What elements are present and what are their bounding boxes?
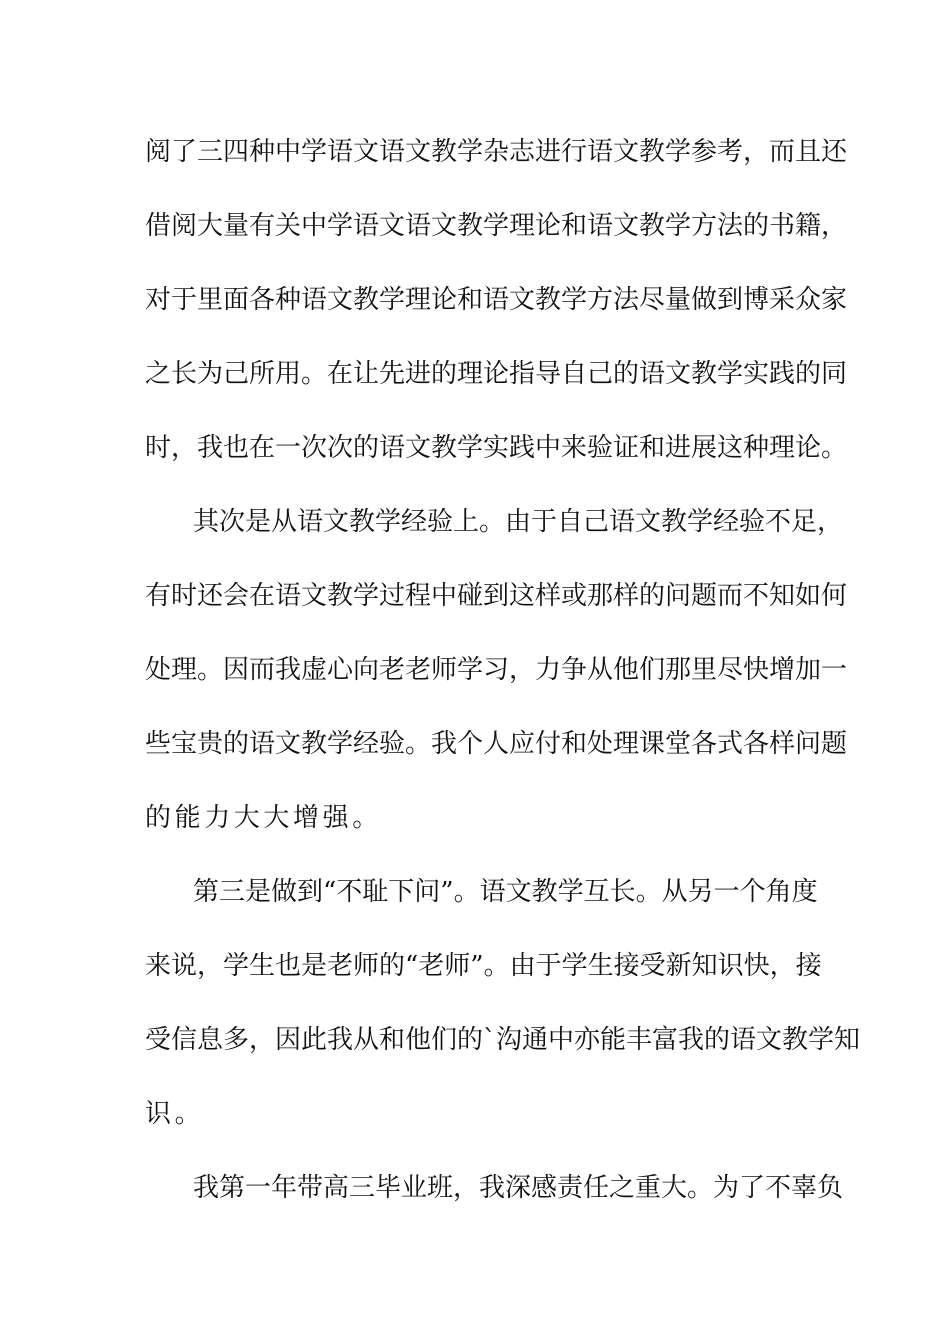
text-line: 之长为己所用。在让先进的理论指导自己的语文教学实践的同 [145,359,848,389]
text-line: 处理。因而我虚心向老老师学习，力争从他们那里尽快增加一 [145,655,848,685]
text-line: 时，我也在一次次的语文教学实践中来验证和进展这种理论。 [145,433,848,463]
text-line: 有时还会在语文教学过程中碰到这样或那样的问题而不知如何 [145,581,848,611]
text-line: 来说，学生也是老师的“老师”。由于学生接受新知识快，接 [145,951,822,981]
text-line: 些宝贵的语文教学经验。我个人应付和处理课堂各式各样问题 [145,729,848,759]
text-line: 对于里面各种语文教学理论和语文教学方法尽量做到博采众家 [145,285,848,315]
paragraph-first-line: 其次是从语文教学经验上。由于自己语文教学经验不足， [193,507,844,537]
text-line: 借阅大量有关中学语文语文教学理论和语文教学方法的书籍， [145,211,848,241]
paragraph-last-line: 识。 [145,1099,205,1129]
text-line: 阅了三四种中学语文语文教学杂志进行语文教学参考，而且还 [145,137,848,167]
paragraph-first-line: 第三是做到“不耻下问”。语文教学互长。从另一个角度 [193,877,818,907]
paragraph-first-line: 我第一年带高三毕业班，我深感责任之重大。为了不辜负 [193,1173,844,1203]
paragraph-last-line: 的能力大大增强。 [145,803,382,833]
text-line: 受信息多，因此我从和他们的`沟通中亦能丰富我的语文教学知 [145,1025,861,1055]
